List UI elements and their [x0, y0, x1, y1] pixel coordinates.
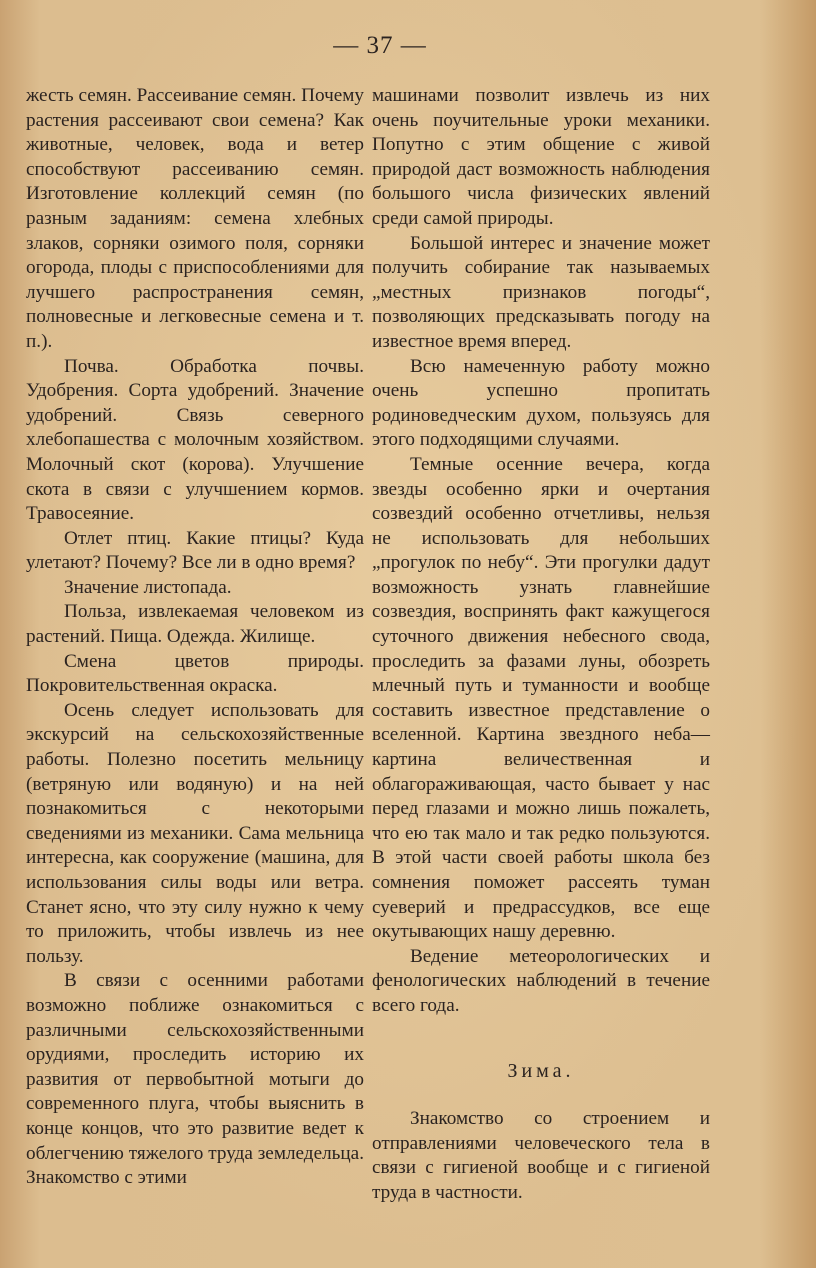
paragraph: Знакомство со строением и отправлениями человеческого тела в связи с гигиеной вообще и с гигиеной труда в частности.: [372, 1108, 710, 1203]
paragraph: Большой интерес и значение может получить собирание так называемых „местных признаков погоды“, позволяющих предсказывать погоду на известное время вперед.: [372, 232, 710, 352]
paragraph: жесть семян. Рассеивание семян. Почему растения рассеивают свои семена? Как животные, человек, вода и ветер способствуют рассеиванию семян. Изготовление коллекций семян (по разным заданиям: семена хлебных злаков, сорняки озимого поля, сорняки огорода, плоды с приспособлениями для лучшего распространения семян, полновесные и легковесные семена и т. п.).: [26, 85, 364, 352]
paragraph: Всю намеченную работу можно очень успешно пропитать родиноведческим духом, пользуясь для этого подходящими случаями.: [372, 355, 710, 451]
paragraph: Отлет птиц. Какие птицы? Куда улетают? Почему? Все ли в одно время?: [26, 527, 364, 574]
paragraph: Почва. Обработка почвы. Удобрения. Сорта удобрений. Значение удобрений. Связь северного хлебопашества с молочным хозяйством. Молочный скот (корова). Улучшение скота в связи с улучшением кормов. Травосеяние.: [26, 355, 364, 525]
paragraph: В связи с осенними работами возможно поближе ознакомиться с различными сельскохозяйственными орудиями, проследить историю их развития от первобытной мотыги до современного плуга, чтобы выяснить в конце концов, что это развитие ведет к облегчению тяжелого труда земледельца. Знакомство с этими: [26, 970, 364, 1189]
paragraph: Темные осенние вечера, когда звезды особенно ярки и очертания созвездий особенно отчетливы, нельзя не использовать для небольших „прогулок по небу“. Эти прогулки дадут возможность узнать главнейшие созвездия, воспринять факт кажущегося суточного движения небесного свода, проследить за фазами луны, обозреть млечный путь и туманности и вообще составить известное представление о вселенной. Картина звездного неба—картина величественная и облагораживающая, часто бывает у нас перед глазами и можно лишь пожалеть, что ею так мало и так редко пользуются. В этой части своей работы школа без сомнения поможет рассеять туман суеверий и предрассудков, все еще окутывающих нашу деревню.: [372, 453, 710, 943]
right-column: [372, 84, 710, 1206]
paragraph: Польза, извлекаемая человеком из растений. Пища. Одежда. Жилище.: [26, 601, 364, 648]
paragraph: Ведение метеорологических и фенологических наблюдений в течение всего года.: [372, 945, 710, 1016]
paragraph: Осень следует использовать для экскурсий на сельскохозяйственные работы. Полезно посетить мельницу (ветряную или водяную) и на ней познакомиться с некоторыми сведениями из механики. Сама мельница интересна, как сооружение (машина, для использования силы воды или ветра. Станет ясно, что эту силу нужно к чему то приложить, чтобы извлечь из нее пользу.: [26, 699, 364, 967]
paragraph: Значение листопада.: [64, 576, 232, 598]
left-column: [26, 84, 364, 1191]
paragraph: машинами позволит извлечь из них очень поучительные уроки механики. Попутно с этим общение с живой природой даст возможность наблюдения большого числа физических явлений среди самой природы.: [372, 85, 710, 229]
paragraph: Смена цветов природы. Покровительственная окраска.: [26, 650, 364, 697]
page-number: — 37 —: [333, 32, 427, 59]
section-title: Зима.: [507, 1059, 575, 1082]
